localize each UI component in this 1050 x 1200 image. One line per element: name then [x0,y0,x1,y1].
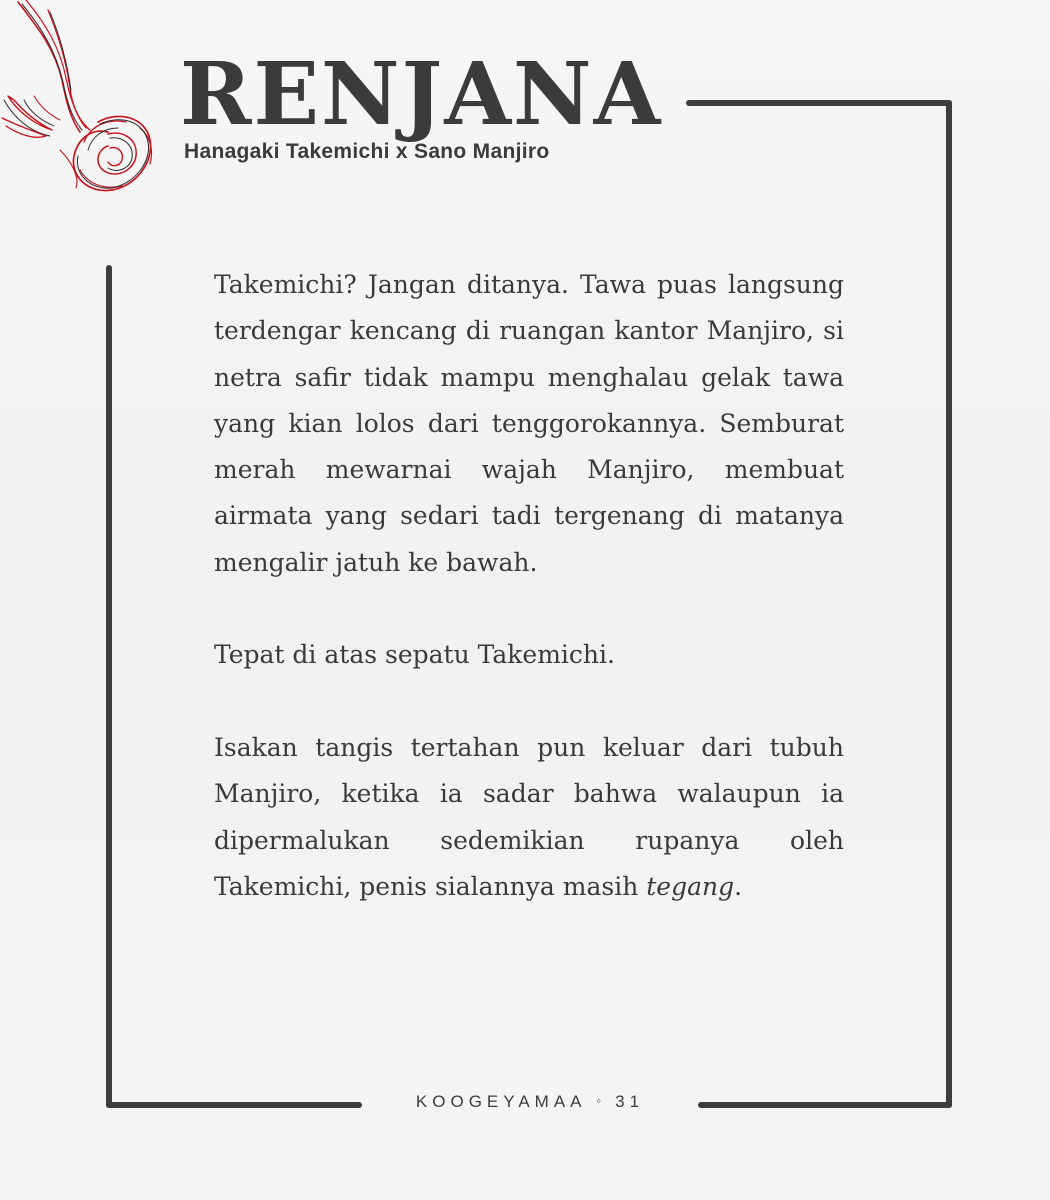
rose-sketch-icon [0,0,170,200]
story-body [214,262,844,956]
footer-author: KOOGEYAMAA [415,1092,587,1111]
frame-bottom-left-line [106,1102,362,1108]
story-paragraph-3-italic: tegang [646,871,735,901]
story-paragraph-2: Tepat di atas sepatu Takemichi. [214,640,615,670]
frame-left-line [106,265,112,1108]
story-paragraph-3-end: . [734,871,743,901]
story-paragraph-3 [214,725,844,910]
footer-separator: ◦ [596,1093,602,1108]
frame-top-line [686,100,952,106]
page-footer [362,1092,698,1112]
frame-bottom-right-line [698,1102,952,1108]
story-paragraph-1: Takemichi? Jangan ditanya. Tawa puas langsung terdengar kencang di ruangan kantor Manjiro, si netra safir tidak mampu menghalau gelak tawa yang kian lolos dari tenggorokannya. Semburat merah mewarnai wajah Manjiro, membuat airmata yang sedari tadi tergenang di matanya mengalir jatuh ke bawah. [214,270,844,577]
footer-page-number: 31 [615,1092,645,1111]
story-paragraph-3-text: Isakan tangis tertahan pun keluar dari tubuh Manjiro, ketika ia sadar bahwa walaupun ia dipermalukan sedemikian rupanya oleh Takemichi, penis sialannya masih [214,732,844,901]
page-title: RENJANA [180,44,663,145]
frame-right-line [946,100,952,1108]
page-subtitle: Hanagaki Takemichi x Sano Manjiro [184,140,550,163]
